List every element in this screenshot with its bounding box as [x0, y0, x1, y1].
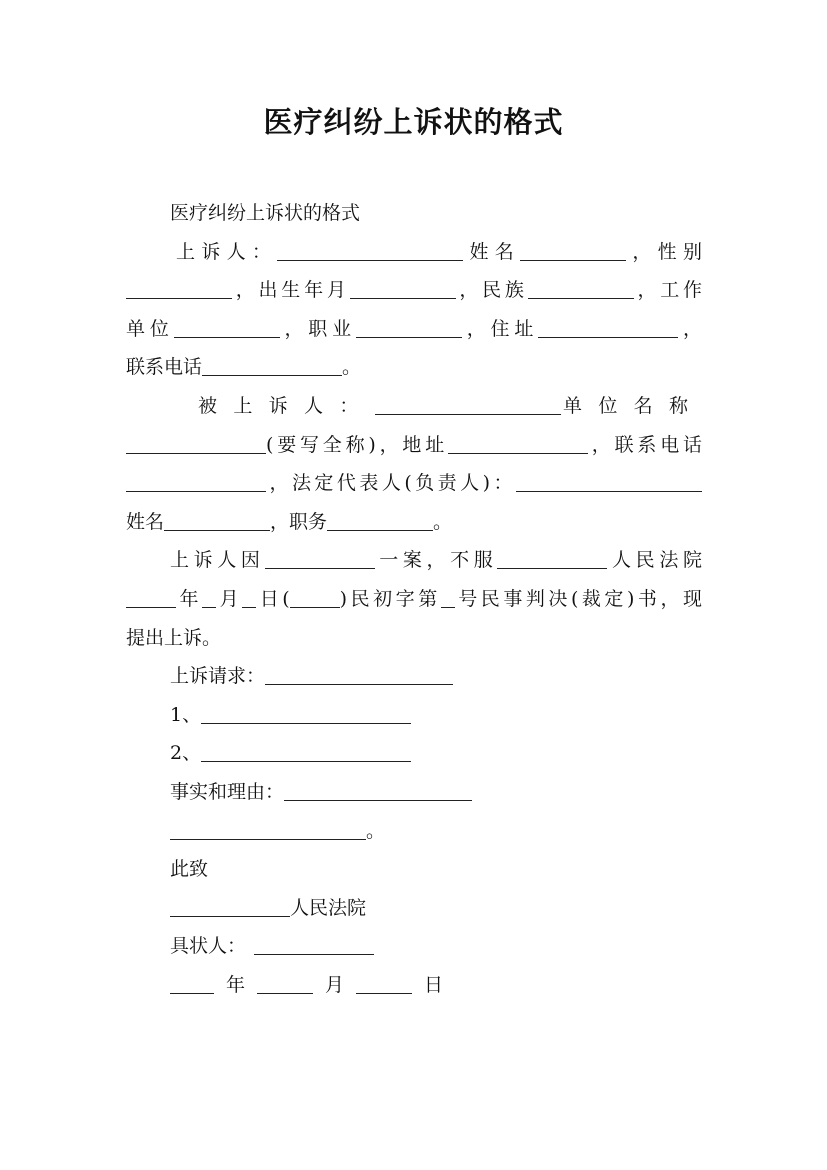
- appellee-label: 被上诉人：: [198, 394, 375, 417]
- blank-field[interactable]: [126, 587, 176, 608]
- job-label: ，职业: [279, 317, 356, 340]
- blank-field[interactable]: [497, 548, 607, 569]
- blank-field[interactable]: [327, 510, 433, 531]
- request-item-1: 1、: [126, 696, 702, 735]
- facts-label: 事实和理由：: [170, 780, 285, 803]
- blank-field[interactable]: [528, 278, 634, 299]
- blank-field[interactable]: [538, 317, 678, 338]
- blank-field[interactable]: [126, 471, 266, 492]
- case-paragraph: 上诉人因 一案，不服 人民法院 年 月 日( )民初字第 号民事判决(裁定)书，现 提出上诉。: [126, 549, 702, 649]
- blank-field[interactable]: [375, 394, 561, 415]
- blank-field[interactable]: [202, 355, 342, 376]
- appellant-label: 上诉人：: [176, 240, 278, 263]
- blank-field[interactable]: [265, 664, 453, 685]
- blank-field[interactable]: [520, 240, 626, 261]
- signer-line: [126, 927, 702, 966]
- blank-field[interactable]: [202, 587, 216, 608]
- phone-label: ，联系电话: [588, 433, 702, 456]
- ethnic-label: ，民族: [455, 279, 528, 302]
- blank-field[interactable]: [201, 703, 411, 724]
- court-line: 人民法院: [126, 889, 702, 928]
- phone-label: 联系电话: [126, 356, 203, 379]
- blank-field[interactable]: [164, 510, 270, 531]
- blank-field[interactable]: [448, 433, 588, 454]
- facts-continuation: 。: [126, 812, 702, 851]
- salute-line: 此致: [170, 858, 209, 881]
- work-label: ，工作: [633, 279, 702, 302]
- blank-field[interactable]: [516, 471, 702, 492]
- work-unit-label: 单位: [126, 317, 174, 340]
- date-line: 年 月 日: [126, 966, 702, 1005]
- subtitle: 医疗纠纷上诉状的格式: [170, 202, 361, 224]
- blank-field[interactable]: [174, 317, 280, 338]
- address-label: ，住址: [461, 317, 539, 340]
- blank-field[interactable]: [126, 433, 266, 454]
- appellee-paragraph: 被上诉人： 单位名称 (要写全称)，地址 ，联系电话 ，法定代表人(负责人)： 姓名 ，职务 。: [126, 394, 702, 533]
- signer-label: 具状人：: [170, 935, 247, 958]
- birth-label: ，出生年月: [232, 279, 350, 302]
- blank-field[interactable]: [242, 587, 256, 608]
- request-line: [126, 657, 702, 696]
- blank-field[interactable]: [277, 240, 463, 261]
- unit-name-label: 单位名称: [560, 394, 702, 417]
- document-body: [126, 194, 702, 1004]
- blank-field[interactable]: [201, 741, 411, 762]
- document-title: 医疗纠纷上诉状的格式: [263, 105, 564, 139]
- gender-label: ，性别: [626, 240, 702, 263]
- blank-field[interactable]: [265, 548, 375, 569]
- full-name-note: (要写全称)，地址: [266, 433, 448, 456]
- blank-field[interactable]: [126, 278, 232, 299]
- blank-field[interactable]: [290, 587, 340, 608]
- facts-line: [126, 773, 702, 812]
- blank-field[interactable]: [350, 278, 456, 299]
- blank-field[interactable]: [257, 973, 313, 994]
- request-label: 上诉请求：: [170, 665, 266, 688]
- appellant-paragraph: 上诉人： 姓名 ，性别 ，出生年月 ，民族 ，工作 单位 ，职业 ，住址 ， 联系电话 。: [126, 240, 702, 379]
- blank-field[interactable]: [284, 780, 472, 801]
- request-item-2: 2、: [126, 734, 702, 773]
- blank-field[interactable]: [170, 896, 290, 917]
- blank-field[interactable]: [356, 973, 412, 994]
- blank-field[interactable]: [170, 819, 366, 840]
- blank-field[interactable]: [170, 973, 214, 994]
- blank-field[interactable]: [441, 587, 455, 608]
- blank-field[interactable]: [254, 934, 374, 955]
- name-label: 姓名: [126, 510, 165, 533]
- blank-field[interactable]: [356, 317, 462, 338]
- legal-rep-label: ，法定代表人(负责人)：: [266, 472, 516, 495]
- subtitle-line: [126, 194, 702, 233]
- position-label: ，职务: [270, 510, 328, 533]
- name-label: 姓名: [463, 240, 521, 263]
